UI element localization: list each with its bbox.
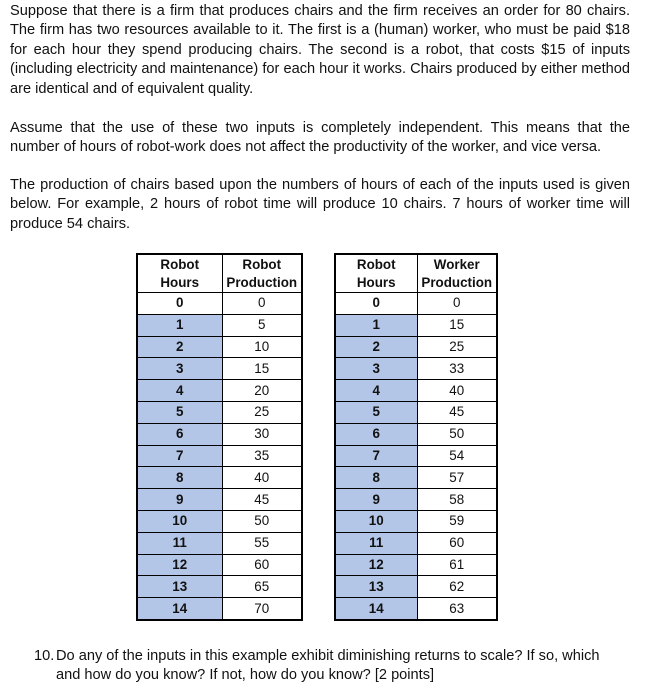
production-cell: 70 [222,598,302,620]
hours-cell: 8 [335,467,417,489]
robot-hours-header: Robot Hours [137,254,222,293]
production-cell: 10 [222,336,302,358]
table-row [137,401,302,423]
hours-cell: 14 [137,598,222,620]
table-row [137,598,302,620]
question-10 [34,647,634,686]
robot-table-header [137,254,302,293]
worker-production-table [334,253,498,621]
production-cell: 62 [417,576,497,598]
table-row [335,532,497,554]
hours-cell: 6 [335,423,417,445]
intro-paragraph: Suppose that there is a firm that produces chairs and the firm receives an order for 80 chairs. The firm has two resources available to it. The first is a (human) worker, who must be paid $18 for each hour they spend producing chairs. The second is a robot, that costs $15 of inputs (including electricity and maintenance) for each hour it works. Chairs produced by either method are identical and of equivalent quality. [10,3,630,97]
production-cell: 35 [222,445,302,467]
hours-cell: 5 [137,401,222,423]
table-row [137,293,302,315]
hours-cell: 13 [335,576,417,598]
production-cell: 20 [222,380,302,402]
worker-hours-header: Robot Hours [335,254,417,293]
hours-cell: 11 [137,532,222,554]
worker-production-header: Worker Production [417,254,497,293]
robot-production-header: Robot Production [222,254,302,293]
production-cell: 15 [222,358,302,380]
table-row [335,423,497,445]
hours-cell: 10 [137,510,222,532]
table-row [335,336,497,358]
table-row [137,445,302,467]
table-row [335,314,497,336]
production-cell: 50 [222,510,302,532]
hours-cell: 2 [137,336,222,358]
table-row [137,423,302,445]
production-cell: 57 [417,467,497,489]
production-cell: 15 [417,314,497,336]
table-row [137,467,302,489]
hours-cell: 9 [335,489,417,511]
hours-cell: 7 [137,445,222,467]
hours-cell: 12 [137,554,222,576]
hours-cell: 1 [335,314,417,336]
production-cell: 58 [417,489,497,511]
production-cell: 30 [222,423,302,445]
table-row [335,401,497,423]
table-row [335,598,497,620]
production-paragraph: The production of chairs based upon the numbers of hours of each of the inputs used is given below. For example, 2 hours of robot time will produce 10 chairs. 7 hours of worker time will produce 54 chairs. [10,177,630,232]
table-row [335,293,497,315]
hours-cell: 12 [335,554,417,576]
production-cell: 50 [417,423,497,445]
hours-cell: 7 [335,445,417,467]
production-cell: 0 [417,293,497,315]
production-cell: 5 [222,314,302,336]
hours-cell: 14 [335,598,417,620]
hours-cell: 0 [137,293,222,315]
table-row [335,554,497,576]
robot-production-table [136,253,303,621]
table-row [137,314,302,336]
table-row [335,576,497,598]
table-row [137,336,302,358]
production-cell: 40 [222,467,302,489]
production-cell: 40 [417,380,497,402]
production-cell: 54 [417,445,497,467]
worker-table-header [335,254,497,293]
hours-cell: 9 [137,489,222,511]
production-cell: 63 [417,598,497,620]
production-cell: 45 [222,489,302,511]
production-cell: 61 [417,554,497,576]
hours-cell: 11 [335,532,417,554]
table-row [335,380,497,402]
hours-cell: 6 [137,423,222,445]
table-row [335,445,497,467]
hours-cell: 4 [335,380,417,402]
question-number: 10. [34,648,55,664]
hours-cell: 13 [137,576,222,598]
table-row [137,554,302,576]
table-row [137,489,302,511]
production-cell: 55 [222,532,302,554]
assumption-paragraph: Assume that the use of these two inputs is completely independent. This means that the number of hours of robot-work does not affect the productivity of the worker, and vice versa. [10,120,630,156]
production-cell: 65 [222,576,302,598]
hours-cell: 0 [335,293,417,315]
question-line-1: Do any of the inputs in this example exhibit diminishing returns to scale? If so, which [56,648,600,664]
table-row [137,510,302,532]
production-cell: 60 [222,554,302,576]
table-row [335,358,497,380]
production-cell: 60 [417,532,497,554]
hours-cell: 3 [335,358,417,380]
table-row [137,532,302,554]
table-row [137,576,302,598]
production-cell: 25 [417,336,497,358]
hours-cell: 10 [335,510,417,532]
hours-cell: 3 [137,358,222,380]
table-row [335,489,497,511]
hours-cell: 5 [335,401,417,423]
table-row [137,380,302,402]
question-line-2: and how do you know? If not, how do you know? [2 points] [56,667,435,684]
hours-cell: 8 [137,467,222,489]
production-cell: 33 [417,358,497,380]
hours-cell: 1 [137,314,222,336]
production-cell: 0 [222,293,302,315]
table-row [335,510,497,532]
table-row [335,467,497,489]
production-cell: 59 [417,510,497,532]
table-row [137,358,302,380]
production-cell: 45 [417,401,497,423]
hours-cell: 4 [137,380,222,402]
hours-cell: 2 [335,336,417,358]
production-cell: 25 [222,401,302,423]
